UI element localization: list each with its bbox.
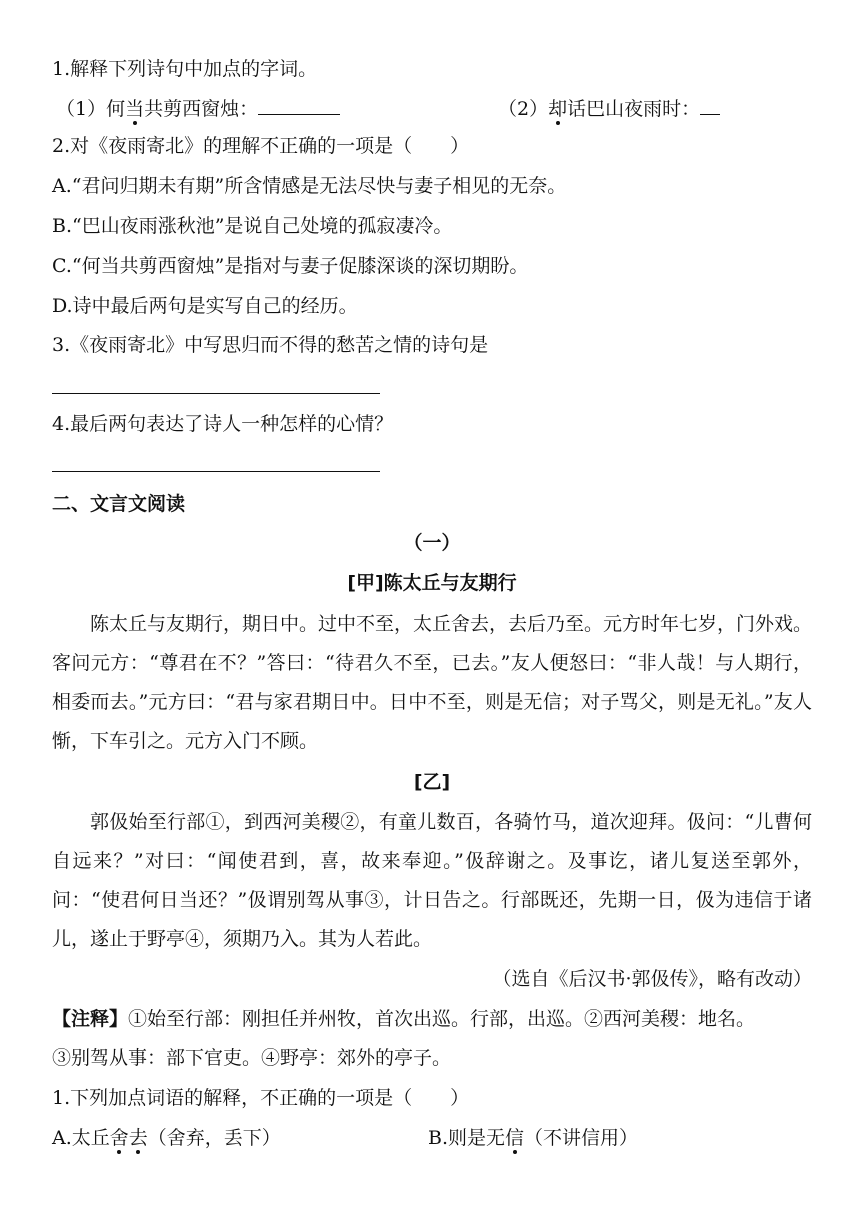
question-1: 1.解释下列诗句中加点的字词。 <box>52 58 318 80</box>
section-heading: 二、文言文阅读 <box>52 493 186 515</box>
passage-option-a: A.太丘舍去（舍弃，丢下） <box>52 1127 281 1149</box>
annotations-line-1: 【注释】①始至行部：刚担任并州牧，首次出巡。行部，出巡。②西河美稷：地名。 <box>52 1008 756 1030</box>
question-3: 3.《夜雨寄北》中写思归而不得的愁苦之情的诗句是 <box>52 334 489 356</box>
passage-b-text: 郭伋始至行部①，到西河美稷②，有童儿数百，各骑竹马，道次迎拜。伋问：“儿曹何自远来？”对曰：“闻使君到，喜，故来奉迎。”伋辞谢之。及事讫，诸儿复送至郭外，问：“使君何日当还？”伋谓别驾从事③，计日告之。行部既还，先期一日，伋为违信于诸儿，遂止于野亭④，须期乃入。其为人若此。 <box>52 811 812 950</box>
option-c: C.“何当共剪西窗烛”是指对与妻子促膝深谈的深切期盼。 <box>52 255 529 277</box>
dotted-char: 信 <box>505 1127 525 1149</box>
question-4: 4.最后两句表达了诗人一种怎样的心情？ <box>52 413 394 435</box>
dotted-char: 去 <box>128 1127 148 1149</box>
passage-a-text: 陈太丘与友期行，期日中。过中不至，太丘舍去，去后乃至。元方时年七岁，门外戏。客问元方：“尊君在不？”答曰：“待君久不至，已去。”友人便怒曰：“非人哉！与人期行，相委而去。”元方曰：“君与家君期日中。日中不至，则是无信；对子骂父，则是无礼。”友人惭，下车引之。元方入门不顾。 <box>52 613 813 752</box>
answer-line[interactable] <box>52 471 380 472</box>
passage-source: （选自《后汉书·郭伋传》，略有改动） <box>492 968 812 990</box>
answer-line[interactable] <box>52 393 380 394</box>
dotted-char: 当 <box>125 98 145 120</box>
dotted-char: 舍 <box>109 1127 129 1149</box>
annotation-label: 【注释】 <box>52 1008 129 1030</box>
part-label: （一） <box>403 532 461 554</box>
answer-blank[interactable] <box>258 94 340 115</box>
passage-option-b: B.则是无信（不讲信用） <box>428 1127 639 1149</box>
option-d: D.诗中最后两句是实写自己的经历。 <box>52 295 358 317</box>
question-1-item-2: （2）却话巴山夜雨时： <box>498 94 720 122</box>
passage-b-title: [乙] <box>413 771 451 793</box>
passage-question-1: 1.下列加点词语的解释，不正确的一项是（ ） <box>52 1087 470 1109</box>
option-b: B.“巴山夜雨涨秋池”是说自己处境的孤寂凄冷。 <box>52 215 453 237</box>
question-2: 2.对《夜雨寄北》的理解不正确的一项是（ ） <box>52 135 470 157</box>
option-a: A.“君问归期未有期”所含情感是无法尽快与妻子相见的无奈。 <box>52 175 567 197</box>
answer-blank[interactable] <box>700 94 720 115</box>
passage-a-title: [甲]陈太丘与友期行 <box>347 572 517 594</box>
dotted-char: 却 <box>548 98 568 120</box>
annotations-line-2: ③别驾从事：部下官吏。④野亭：郊外的亭子。 <box>52 1047 452 1069</box>
question-1-item-1: （1）何当共剪西窗烛： <box>56 94 340 122</box>
